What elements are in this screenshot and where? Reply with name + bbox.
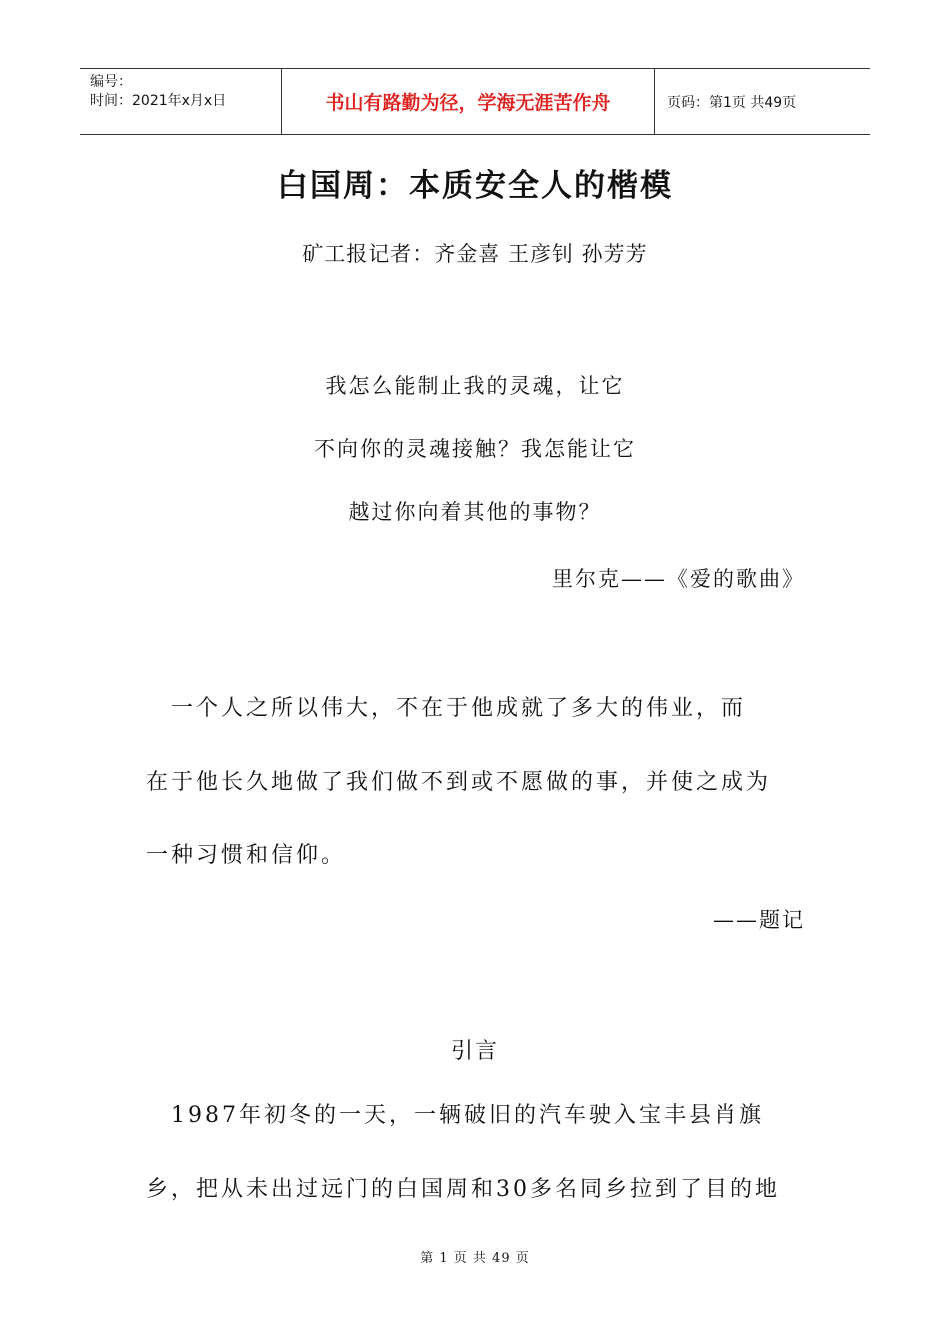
page-footer: 第 1 页 共 49 页	[420, 1251, 530, 1266]
epigraph-line: 在于他长久地做了我们做不到或不愿做的事，并使之成为	[146, 770, 772, 795]
page-title: 白国周：本质安全人的楷模	[277, 168, 673, 204]
byline: 矿工报记者：齐金喜 王彦钊 孙芳芳	[302, 242, 648, 266]
header-motto: 书山有路勤为径，学海无涯苦作舟	[282, 69, 655, 134]
number-label: 编号：	[90, 74, 132, 90]
poem-line: 越过你向着其他的事物？	[348, 500, 602, 524]
header-page-info: 页码：第1页 共49页	[667, 94, 797, 111]
body-line: 1987年初冬的一天，一辆破旧的汽车驶入宝丰县肖旗	[146, 1103, 764, 1128]
section-heading: 引言	[450, 1039, 499, 1064]
epigraph-attribution: ——题记	[713, 908, 805, 932]
poem-line: 我怎么能制止我的灵魂，让它	[325, 374, 625, 398]
poem-line: 不向你的灵魂接触？我怎能让它	[314, 437, 636, 461]
epigraph-line: 一个人之所以伟大，不在于他成就了多大的伟业，而	[146, 696, 747, 721]
body-line: 乡，把从未出过远门的白国周和30多名同乡拉到了目的地	[146, 1177, 780, 1202]
document-header	[80, 68, 870, 135]
time-label: 时间：2021年x月x日	[90, 93, 227, 109]
poem-attribution: 里尔克——《爱的歌曲》	[552, 567, 805, 591]
header-meta	[80, 69, 282, 134]
epigraph-line: 一种习惯和信仰。	[146, 843, 347, 868]
